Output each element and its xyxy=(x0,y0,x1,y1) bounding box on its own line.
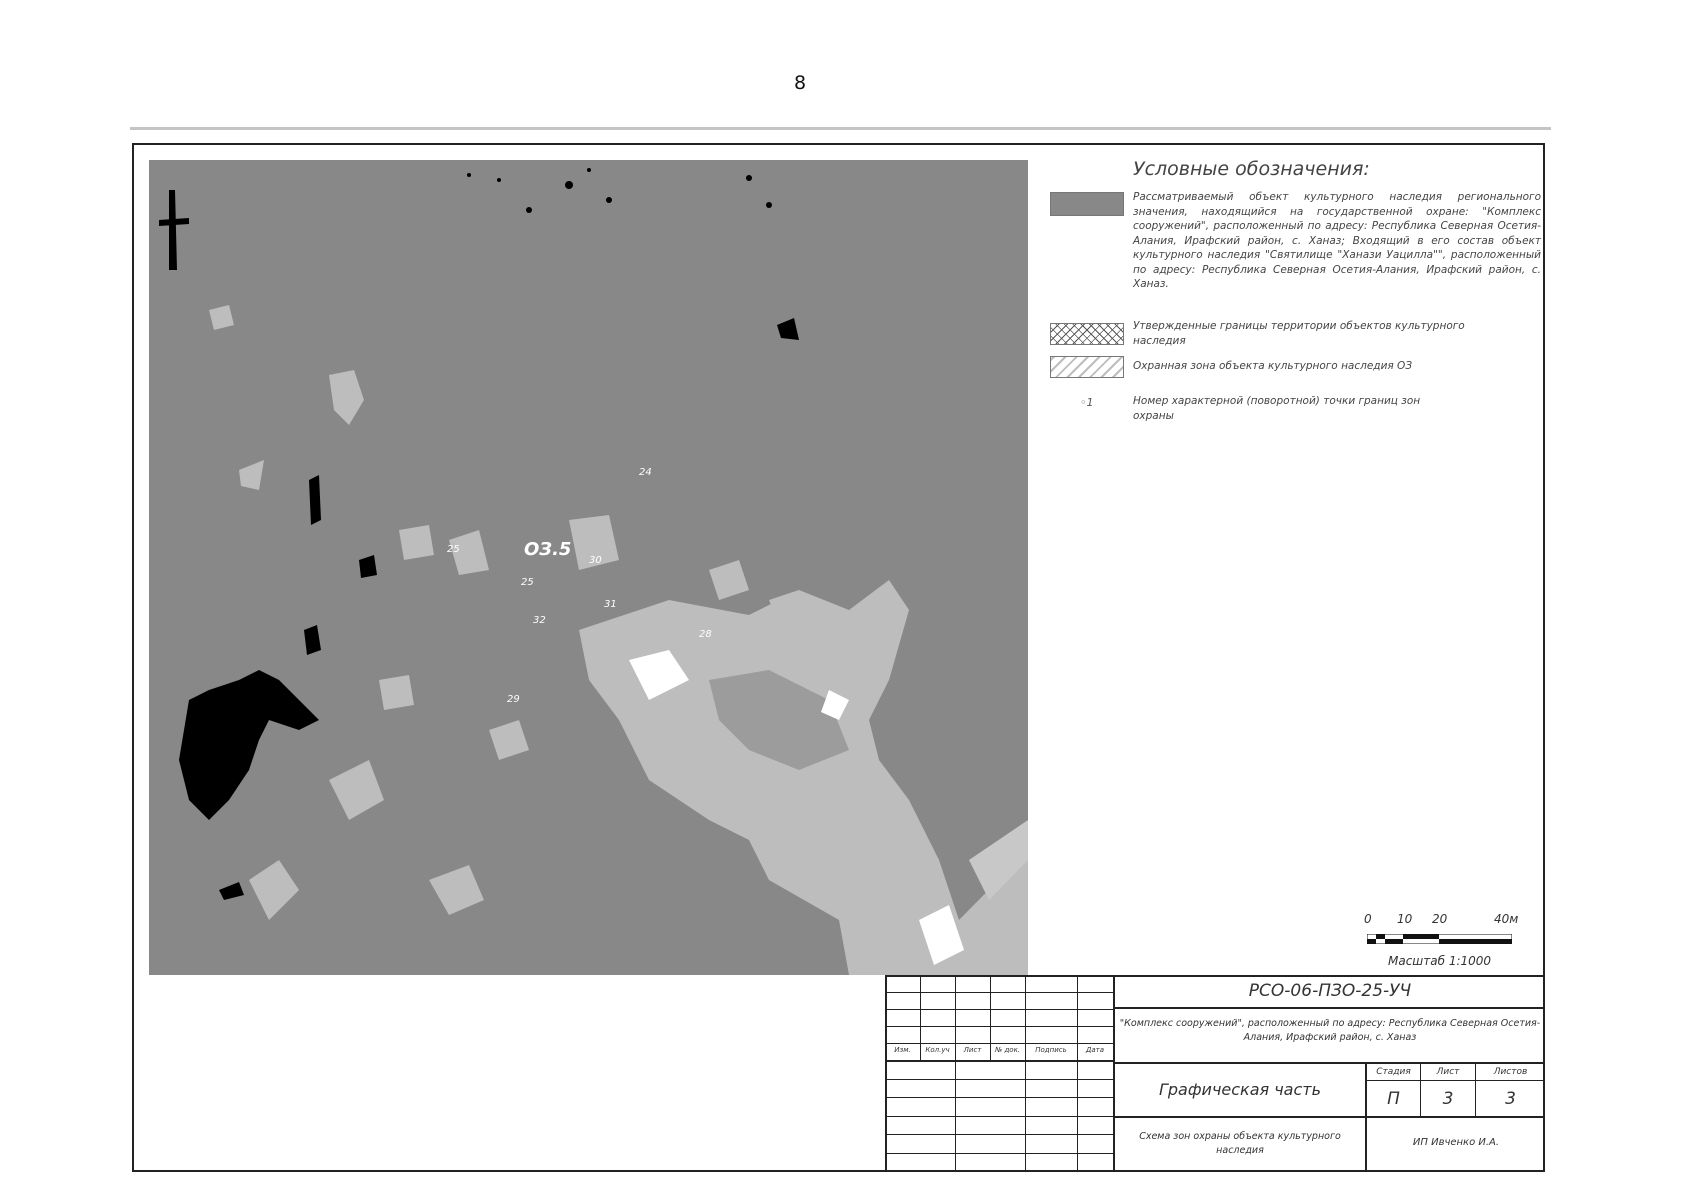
title-block xyxy=(885,975,1545,1172)
stage-header: Стадия xyxy=(1376,1067,1411,1077)
point-label: 28 xyxy=(699,629,712,640)
col-header-list: Лист xyxy=(963,1046,982,1054)
scale-tick: 40м xyxy=(1494,912,1519,926)
drawing-name: Схема зон охраны объекта культурного наследия xyxy=(1139,1131,1341,1156)
col-header-date: Дата xyxy=(1085,1046,1105,1054)
map-area xyxy=(149,160,1028,975)
point-label: 31 xyxy=(604,599,617,610)
page-number: 8 xyxy=(793,72,807,94)
scale-tick: 20 xyxy=(1432,912,1448,926)
scale-graphic xyxy=(1367,934,1512,944)
col-header-kolvo: Кол.уч xyxy=(925,1046,950,1054)
scale-tick: 0 xyxy=(1364,912,1372,926)
legend-text-zone: Охранная зона объекта культурного наследия ОЗ xyxy=(1133,360,1413,372)
scale-tick: 10 xyxy=(1397,912,1413,926)
legend-swatch-object xyxy=(1050,192,1124,216)
header-rule xyxy=(130,127,1551,130)
legend-swatch-zone xyxy=(1050,356,1124,378)
object-description: "Комплекс сооружений", расположенный по адресу: Республика Северная Осетия-Алания, Ирафский район, с. Ханаз xyxy=(1119,1018,1541,1043)
zone-label: ОЗ.5 xyxy=(524,539,572,560)
document-code: РСО-06-ПЗО-25-УЧ xyxy=(1248,981,1412,1001)
sheets-header: Листов xyxy=(1493,1067,1528,1077)
point-label: 25 xyxy=(521,577,534,588)
point-label: 25 xyxy=(447,544,460,555)
legend-swatch-territory xyxy=(1050,323,1124,345)
section-title: Графическая часть xyxy=(1158,1080,1322,1099)
sheets-value: 3 xyxy=(1505,1089,1516,1109)
col-header-doc: № док. xyxy=(994,1046,1021,1054)
legend-text-point: Номер характерной (поворотной) точки границ зон охраны xyxy=(1133,395,1421,422)
sheet-value: 3 xyxy=(1442,1089,1454,1109)
stage-value: П xyxy=(1387,1089,1400,1109)
legend-title: Условные обозначения: xyxy=(1133,158,1370,180)
scale-bar xyxy=(1360,912,1520,972)
scale-caption: Масштаб 1:1000 xyxy=(1388,954,1492,968)
legend-text-territory: Утвержденные границы территории объектов культурного наследия xyxy=(1133,320,1465,347)
point-label: 29 xyxy=(507,694,520,705)
point-label: 30 xyxy=(589,555,602,566)
col-header-sign: Подпись xyxy=(1035,1046,1067,1054)
map-image xyxy=(149,160,1028,975)
sheet-header: Лист xyxy=(1436,1067,1460,1077)
legend-point-marker: ◦1 xyxy=(1080,396,1094,409)
organization: ИП Ивченко И.А. xyxy=(1412,1137,1500,1148)
point-label: 32 xyxy=(533,615,546,626)
legend-text-object: Рассматриваемый объект культурного наследия регионального значения, находящийся на государственной охране: "Комплекс сооружений", расположенный по адресу: Республика Северная Осетия-Алания, Ирафский район, с. Ханаз; Входящий в его состав объект культурного наследия "Святилище "Ханази Уацилла"", расположенный по адресу: Республика Северная Осетия-Алания, Ирафский район, с. Ханаз. xyxy=(1133,191,1541,290)
point-label: 24 xyxy=(639,467,652,478)
col-header-izm: Изм. xyxy=(894,1046,911,1054)
